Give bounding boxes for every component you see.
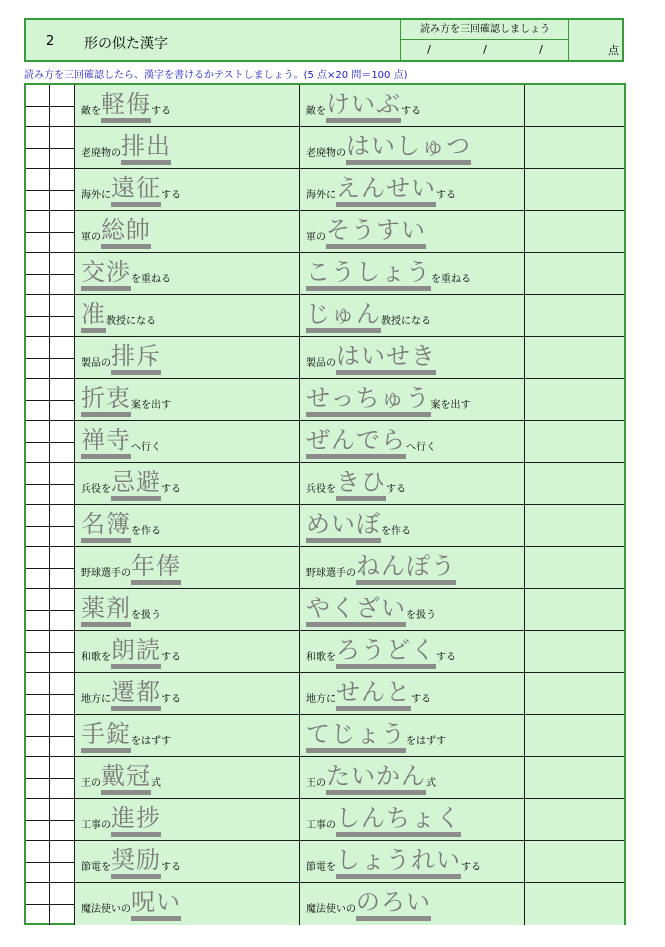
phrase-suffix: する	[161, 484, 181, 495]
kanji-word: 薬剤	[81, 594, 131, 627]
phrase	[306, 803, 461, 837]
kana-cell	[300, 85, 525, 126]
kanji-word: 総帥	[101, 216, 151, 249]
phrase	[81, 425, 161, 459]
phrase-suffix: をはずす	[406, 736, 446, 747]
phrase	[81, 257, 171, 291]
answer-cell[interactable]	[525, 421, 624, 462]
kana-reading: やくざい	[306, 594, 406, 627]
kana-cell	[300, 295, 525, 336]
points-label: 点	[608, 44, 619, 57]
kanji-word: 交渉	[81, 258, 131, 291]
phrase	[81, 173, 181, 207]
check-cell[interactable]	[50, 337, 75, 378]
check-cell[interactable]	[50, 799, 75, 840]
phrase-suffix: する	[436, 652, 456, 663]
check-cell[interactable]	[26, 211, 50, 252]
table-row	[26, 253, 624, 295]
kana-cell	[300, 841, 525, 882]
phrase-suffix: する	[401, 106, 421, 117]
check-cell[interactable]	[50, 127, 75, 168]
phrase	[306, 257, 471, 291]
check-cell[interactable]	[26, 295, 50, 336]
check-cell[interactable]	[26, 799, 50, 840]
kana-reading: こうしょう	[306, 258, 431, 291]
kana-cell	[300, 421, 525, 462]
phrase-prefix: 製品の	[81, 358, 111, 369]
score-box	[568, 20, 625, 60]
check-cell[interactable]	[26, 463, 50, 504]
check-cell[interactable]	[26, 673, 50, 714]
table-row	[26, 757, 624, 799]
check-cell[interactable]	[26, 505, 50, 546]
table-row	[26, 337, 624, 379]
phrase	[306, 761, 436, 795]
phrase-suffix: 案を出す	[430, 400, 471, 411]
phrase-suffix: へ行く	[406, 442, 436, 453]
answer-cell[interactable]	[525, 295, 624, 336]
phrase-suffix: 教授になる	[106, 316, 156, 327]
kana-reading: せっちゅう	[306, 384, 431, 417]
answer-cell[interactable]	[525, 631, 624, 672]
check-cell[interactable]	[26, 841, 50, 882]
check-cell[interactable]	[26, 547, 50, 588]
phrase	[81, 131, 171, 165]
phrase-prefix: 和歌を	[81, 652, 111, 663]
phrase-suffix: 式	[426, 778, 436, 789]
kana-cell	[300, 379, 525, 420]
kanji-cell	[75, 379, 300, 420]
phrase	[81, 887, 181, 921]
kanji-cell	[75, 799, 300, 840]
phrase	[81, 509, 161, 543]
phrase-suffix: を重ねる	[131, 274, 171, 285]
kanji-cell	[75, 715, 300, 756]
phrase	[81, 719, 171, 753]
answer-cell[interactable]	[525, 379, 624, 420]
kanji-cell	[75, 547, 300, 588]
check-cell[interactable]	[26, 85, 50, 126]
phrase	[306, 341, 436, 375]
kanji-word: 年俸	[131, 552, 181, 585]
table-row	[26, 211, 624, 253]
check-cell[interactable]	[50, 757, 75, 798]
phrase-prefix: 軍の	[81, 232, 101, 243]
table-row	[26, 883, 624, 925]
phrase-prefix: 節電を	[306, 862, 336, 873]
answer-cell[interactable]	[525, 799, 624, 840]
phrase-prefix: 老廃物の	[81, 148, 121, 159]
phrase	[81, 551, 181, 585]
check-cell[interactable]	[26, 337, 50, 378]
kanji-word: 呪い	[131, 888, 181, 921]
phrase-prefix: 和歌を	[306, 652, 336, 663]
phrase	[81, 299, 156, 333]
kanji-cell	[75, 421, 300, 462]
phrase-prefix: 魔法使いの	[81, 904, 131, 915]
phrase	[306, 887, 431, 921]
kana-cell	[300, 883, 525, 925]
kana-reading: きひ	[336, 468, 386, 501]
answer-cell[interactable]	[525, 463, 624, 504]
phrase-suffix: を作る	[381, 526, 411, 537]
table-row	[26, 673, 624, 715]
check-cell[interactable]	[26, 631, 50, 672]
phrase-prefix: 軍の	[306, 232, 326, 243]
kana-cell	[300, 169, 525, 210]
check-cell[interactable]	[50, 715, 75, 756]
check-cell[interactable]	[50, 841, 75, 882]
phrase	[306, 635, 456, 669]
phrase	[306, 215, 426, 249]
phrase	[81, 761, 161, 795]
kanji-cell	[75, 673, 300, 714]
kana-cell	[300, 715, 525, 756]
check-cell[interactable]	[50, 211, 75, 252]
phrase-suffix: する	[161, 190, 181, 201]
phrase-suffix: する	[436, 190, 456, 201]
kanji-word: 朗読	[111, 636, 161, 669]
kanji-cell	[75, 883, 300, 925]
phrase-prefix: 地方に	[81, 694, 111, 705]
phrase-suffix: 案を出す	[131, 400, 171, 411]
table-row	[26, 421, 624, 463]
answer-cell[interactable]	[525, 169, 624, 210]
phrase	[81, 215, 151, 249]
kana-reading: めいぼ	[306, 510, 381, 543]
answer-cell[interactable]	[525, 589, 624, 630]
phrase-prefix: 王の	[306, 778, 326, 789]
answer-cell[interactable]	[525, 841, 624, 882]
date-slash: /	[427, 43, 431, 56]
kanji-cell	[75, 169, 300, 210]
kana-cell	[300, 799, 525, 840]
phrase	[306, 425, 436, 459]
check-cell[interactable]	[26, 589, 50, 630]
table-row	[26, 589, 624, 631]
phrase	[81, 635, 181, 669]
phrase-prefix: 工事の	[81, 820, 111, 831]
phrase-suffix: へ行く	[131, 442, 161, 453]
phrase	[81, 677, 181, 711]
kana-cell	[300, 127, 525, 168]
phrase	[81, 383, 171, 417]
phrase	[306, 467, 406, 501]
phrase	[306, 845, 481, 879]
phrase-suffix: を扱う	[131, 610, 161, 621]
phrase	[306, 593, 436, 627]
table-row	[26, 715, 624, 757]
kana-cell	[300, 211, 525, 252]
check-cell[interactable]	[50, 673, 75, 714]
kanji-word: 進捗	[111, 804, 161, 837]
phrase	[81, 467, 181, 501]
answer-cell[interactable]	[525, 757, 624, 798]
phrase-suffix: 教授になる	[381, 316, 431, 327]
phrase-prefix: 兵役を	[306, 484, 336, 495]
phrase-suffix: する	[161, 862, 181, 873]
check-cell[interactable]	[26, 169, 50, 210]
phrase	[306, 551, 456, 585]
reading-check-box	[400, 20, 569, 60]
table-row	[26, 799, 624, 841]
kana-cell	[300, 631, 525, 672]
phrase-prefix: 老廃物の	[306, 148, 346, 159]
worksheet-header	[24, 18, 624, 62]
kanji-word: 戴冠	[101, 762, 151, 795]
phrase-prefix: 製品の	[306, 358, 336, 369]
kanji-cell	[75, 631, 300, 672]
table-row	[26, 841, 624, 883]
phrase	[306, 383, 471, 417]
phrase	[81, 341, 161, 375]
kana-cell	[300, 505, 525, 546]
phrase-suffix: をはずす	[131, 736, 171, 747]
check-cell[interactable]	[26, 127, 50, 168]
kana-reading: はいせき	[336, 342, 436, 375]
check-cell[interactable]	[50, 169, 75, 210]
kanji-word: 准	[81, 300, 106, 333]
phrase-suffix: を作る	[131, 526, 161, 537]
check-cell[interactable]	[50, 85, 75, 126]
kana-reading: のろい	[356, 888, 431, 921]
phrase-prefix: 海外に	[81, 190, 111, 201]
check-cell[interactable]	[26, 883, 50, 925]
kana-reading: ろうどく	[336, 636, 436, 669]
reading-check-title: 読み方を三回確認しましょう	[401, 20, 569, 40]
kana-reading: はいしゅつ	[346, 132, 471, 165]
kanji-cell	[75, 211, 300, 252]
answer-cell[interactable]	[525, 547, 624, 588]
phrase-suffix: する	[161, 652, 181, 663]
table-row	[26, 295, 624, 337]
kanji-cell	[75, 841, 300, 882]
table-row	[26, 547, 624, 589]
answer-cell[interactable]	[525, 85, 624, 126]
worksheet-title: 形の似た漢字	[84, 36, 168, 52]
kana-reading: えんせい	[336, 174, 436, 207]
phrase-suffix: 式	[151, 778, 161, 789]
kanji-cell	[75, 253, 300, 294]
phrase-suffix: する	[386, 484, 406, 495]
kana-reading: せんと	[336, 678, 411, 711]
phrase-prefix: 兵役を	[81, 484, 111, 495]
kanji-word: 禅寺	[81, 426, 131, 459]
kana-cell	[300, 337, 525, 378]
kana-cell	[300, 757, 525, 798]
kana-cell	[300, 253, 525, 294]
check-cell[interactable]	[50, 631, 75, 672]
kana-reading: けいぶ	[326, 90, 401, 123]
answer-cell[interactable]	[525, 211, 624, 252]
phrase-suffix: する	[151, 106, 171, 117]
phrase-prefix: 地方に	[306, 694, 336, 705]
table-row	[26, 85, 624, 127]
phrase-prefix: 野球選手の	[306, 568, 356, 579]
phrase-prefix: 敵を	[81, 106, 101, 117]
instructions: 読み方を三回確認したら、漢字を書けるかテストしましょう。(5 点×20 問＝100 点)	[24, 70, 408, 81]
phrase-prefix: 節電を	[81, 862, 111, 873]
kanji-word: 奨励	[111, 846, 161, 879]
kanji-cell	[75, 337, 300, 378]
kanji-word: 軽侮	[101, 90, 151, 123]
phrase	[306, 131, 471, 165]
phrase-prefix: 敵を	[306, 106, 326, 117]
table-row	[26, 505, 624, 547]
kanji-cell	[75, 85, 300, 126]
answer-cell[interactable]	[525, 337, 624, 378]
kanji-word: 排出	[121, 132, 171, 165]
answer-cell[interactable]	[525, 883, 624, 925]
answer-cell[interactable]	[525, 505, 624, 546]
phrase	[306, 509, 411, 543]
reading-check-dates	[401, 40, 569, 60]
phrase	[306, 299, 431, 333]
date-slash: /	[539, 43, 543, 56]
table-row	[26, 127, 624, 169]
check-cell[interactable]	[50, 589, 75, 630]
kanji-word: 折衷	[81, 384, 131, 417]
answer-cell[interactable]	[525, 253, 624, 294]
check-cell[interactable]	[50, 505, 75, 546]
kanji-cell	[75, 463, 300, 504]
check-cell[interactable]	[26, 715, 50, 756]
kanji-cell	[75, 505, 300, 546]
check-cell[interactable]	[50, 253, 75, 294]
kana-reading: じゅん	[306, 300, 381, 333]
phrase-prefix: 海外に	[306, 190, 336, 201]
phrase	[81, 593, 161, 627]
check-cell[interactable]	[50, 421, 75, 462]
check-cell[interactable]	[50, 379, 75, 420]
kanji-cell	[75, 127, 300, 168]
phrase	[306, 89, 421, 123]
kanji-cell	[75, 295, 300, 336]
phrase	[306, 719, 446, 753]
kanji-word: 排斥	[111, 342, 161, 375]
kanji-word: 忌避	[111, 468, 161, 501]
phrase-prefix: 王の	[81, 778, 101, 789]
phrase-suffix: を重ねる	[431, 274, 471, 285]
phrase-suffix: する	[161, 694, 181, 705]
phrase-prefix: 野球選手の	[81, 568, 131, 579]
check-cell[interactable]	[50, 547, 75, 588]
kana-cell	[300, 463, 525, 504]
table-row	[26, 463, 624, 505]
check-cell[interactable]	[50, 463, 75, 504]
answer-cell[interactable]	[525, 127, 624, 168]
kana-reading: ぜんでら	[306, 426, 406, 459]
phrase-prefix: 魔法使いの	[306, 904, 356, 915]
kana-cell	[300, 589, 525, 630]
phrase	[81, 845, 181, 879]
table-row	[26, 631, 624, 673]
kana-reading: しょうれい	[336, 846, 461, 879]
kana-reading: しんちょく	[336, 804, 461, 837]
kana-reading: ねんぽう	[356, 552, 456, 585]
check-cell[interactable]	[26, 253, 50, 294]
kana-cell	[300, 547, 525, 588]
kanji-word: 名簿	[81, 510, 131, 543]
kanji-word: 遠征	[111, 174, 161, 207]
table-row	[26, 379, 624, 421]
check-cell[interactable]	[26, 757, 50, 798]
worksheet-number: 2	[46, 34, 55, 49]
phrase	[306, 677, 431, 711]
kana-cell	[300, 673, 525, 714]
phrase	[306, 173, 456, 207]
answer-cell[interactable]	[525, 673, 624, 714]
check-cell[interactable]	[26, 421, 50, 462]
phrase	[81, 803, 161, 837]
check-cell[interactable]	[50, 883, 75, 925]
phrase-suffix: する	[411, 694, 431, 705]
check-cell[interactable]	[26, 379, 50, 420]
phrase-suffix: する	[461, 862, 481, 873]
kana-reading: そうすい	[326, 216, 426, 249]
table-row	[26, 169, 624, 211]
kanji-cell	[75, 589, 300, 630]
practice-grid	[24, 83, 626, 925]
answer-cell[interactable]	[525, 715, 624, 756]
phrase-suffix: を扱う	[406, 610, 436, 621]
check-cell[interactable]	[50, 295, 75, 336]
kana-reading: てじょう	[306, 720, 406, 753]
kana-reading: たいかん	[326, 762, 426, 795]
kanji-word: 手錠	[81, 720, 131, 753]
date-slash: /	[483, 43, 487, 56]
kanji-word: 遷都	[111, 678, 161, 711]
phrase	[81, 89, 171, 123]
kanji-cell	[75, 757, 300, 798]
phrase-prefix: 工事の	[306, 820, 336, 831]
